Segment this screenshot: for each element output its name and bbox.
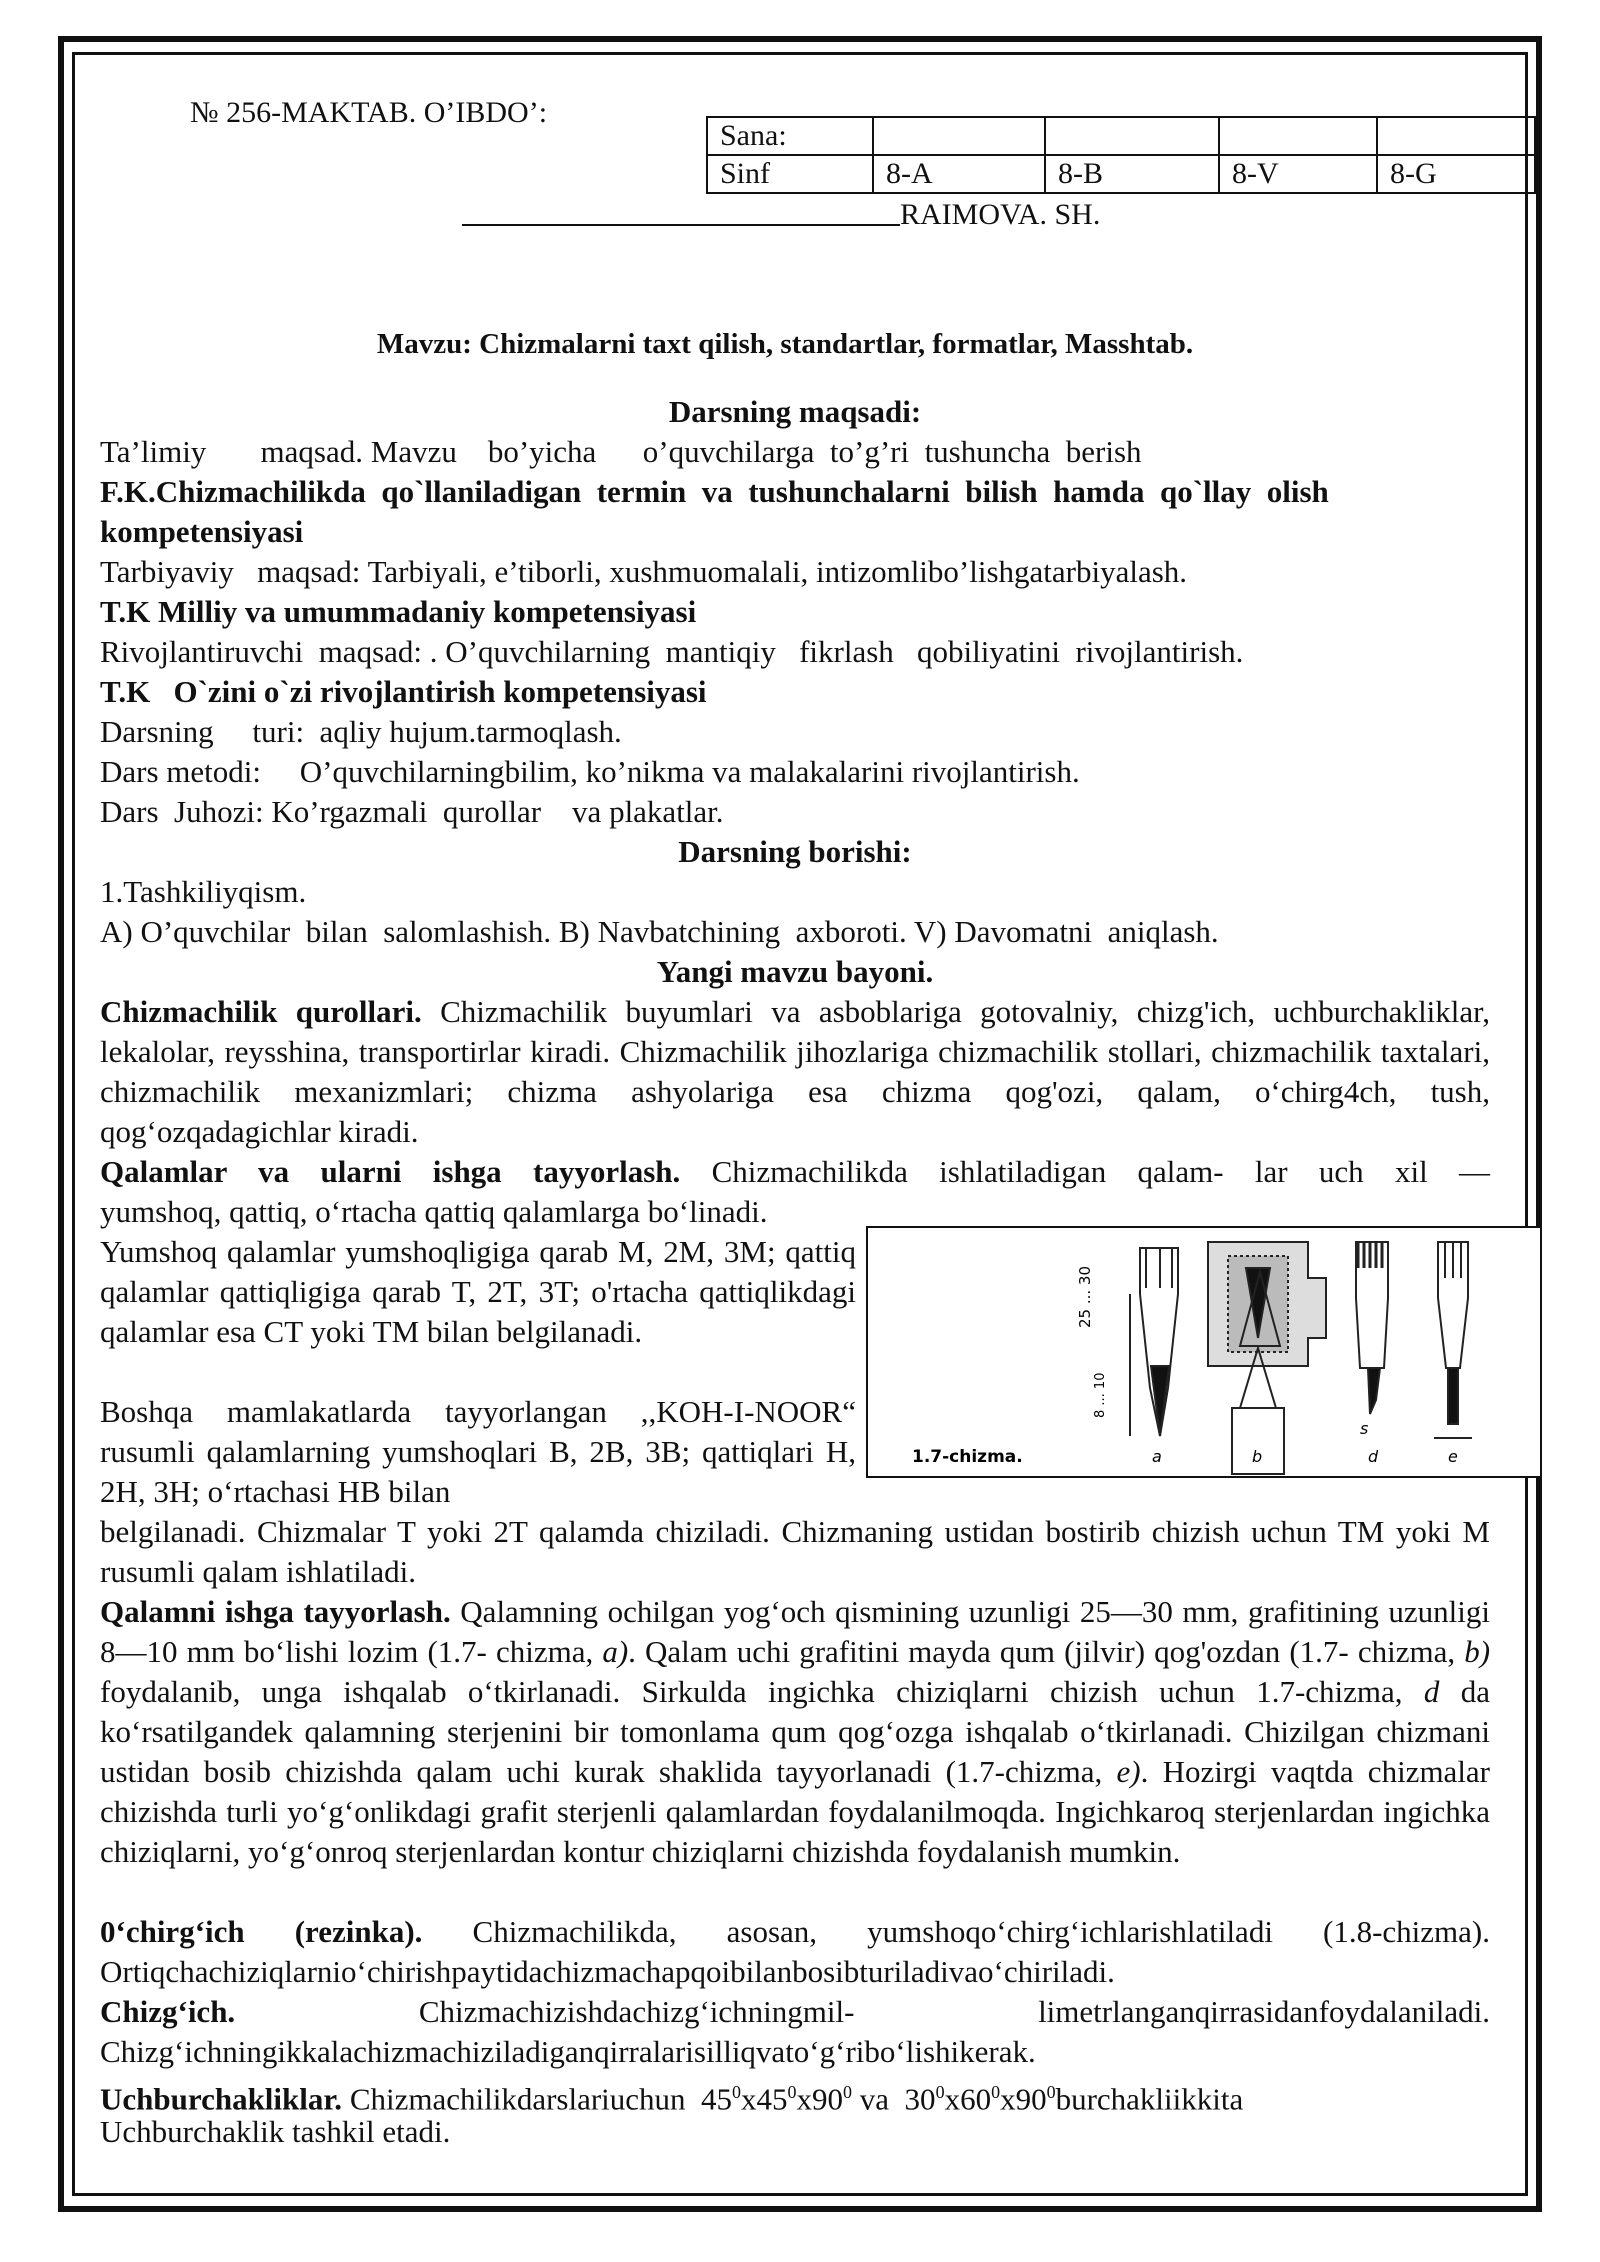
paragraph-text: va 30: [852, 2081, 936, 2117]
paragraph-heading: Qalamlar va ularni ishga tayyorlash.: [100, 1154, 681, 1189]
paragraph-text: x90: [1000, 2081, 1047, 2117]
table-row: [707, 155, 1535, 193]
figure-label-e: e: [1448, 1447, 1458, 1466]
goal-upbringing: Tarbiyaviy maqsad: Tarbiyali, e’tiborli, xushmuomalali, intizomlibo’lishgatarbiyalash.: [100, 554, 1188, 589]
table-cell: 8-B: [1045, 155, 1219, 193]
paragraph-text: foydalanib, unga ishqalab o‘tkirlanadi. Sirkulda ingichka chiziqlarni chizish uchun 1.7-chizma,: [100, 1674, 1424, 1709]
table-cell: [1045, 117, 1219, 155]
table-cell: 8-G: [1377, 155, 1535, 193]
paragraph-text: da ko‘rsatilgandek qalamning sterjenini bir tomonlama qum qog‘ozga ishqalab o‘tkirlanadi. Chizilgan chizmani ustidan bosib chizishda qalam uchi kurak shaklida tayyorlanadi (1.7-chizma,: [100, 1674, 1490, 1789]
signature-line: [462, 224, 900, 226]
goal-educational: Ta’limiy maqsad. Mavzu bo’yicha o’quvchilarga to’g’ri tushuncha berish: [100, 434, 1142, 469]
paragraph-heading: Chizg‘ich.: [100, 1994, 236, 2029]
paragraph-text: . Hozirgi vaqtda chizmalar chizishda turli yo‘g‘onlikdagi grafit sterjenli qalamlardan foydalanilmoqda. Ingichkaroq sterjenlardan ingichka chiziqlarni, yo‘g‘onroq sterjenlardan kontur chiziqlarni chizishda foydalanish mumkin.: [100, 1754, 1491, 1869]
degree-mark: 0: [732, 2082, 742, 2102]
paragraph-eraser: [100, 1912, 1490, 1992]
paragraph-triangles-cont: [100, 2112, 1490, 2152]
figure-pencils: [866, 1226, 1540, 1478]
table-cell: Sana:: [707, 117, 873, 155]
figure-label-a: a: [1152, 1447, 1162, 1466]
paragraph-heading: Chizmachilik qurollari.: [100, 994, 422, 1029]
schedule-table: [706, 116, 1536, 194]
degree-mark: 0: [787, 2082, 797, 2102]
teacher-name: RAIMOVA. SH.: [900, 198, 1101, 231]
pencil-illustration: [868, 1228, 1538, 1476]
figure-ref: d: [1423, 1674, 1440, 1709]
paragraph-heading: Qalamni ishga tayyorlash.: [100, 1594, 451, 1629]
competence-fk: F.K.Chizmachilikda qo`llaniladigan termin va tushunchalarni bilish hamda qo`llay olish: [100, 474, 1329, 509]
org-part: 1.Tashkiliyqism.: [100, 874, 307, 909]
paragraph-text: Chizmachilikdarslariuchun 45: [342, 2081, 733, 2117]
goal-developing: Rivojlantiruvchi maqsad: . O’quvchilarning mantiqiy fikrlash qobiliyatini rivojlantirish.: [100, 634, 1244, 669]
paragraph-prep: [100, 1592, 1490, 1872]
dim-label-long: 25 ... 30: [1076, 1265, 1094, 1328]
lesson-equipment: Dars Juhozi: Ko’rgazmali qurollar va plakatlar.: [100, 794, 724, 829]
paragraph-text: x45: [741, 2081, 788, 2117]
dim-label-short: 8 ... 10: [1093, 1372, 1108, 1418]
paragraph-text: x60: [944, 2081, 992, 2117]
table-row: [707, 117, 1535, 155]
table-cell: Sinf: [707, 155, 873, 193]
paragraph-text: . Qalam uchi grafitini mayda qum (jilvir) qog'ozdan (1.7- chizma,: [628, 1634, 1465, 1669]
paragraph-text: Chizmachilikda ishlatiladigan qalam- lar uch xil —: [680, 1154, 1491, 1189]
sharpener-b-icon: [1208, 1242, 1326, 1474]
paragraph-ruler: [100, 1992, 1490, 2032]
teacher-line: [462, 198, 1100, 232]
pencil-a-icon: [1130, 1248, 1178, 1436]
paragraph-pencils-line2: yumshoq, qattiq, o‘rtacha qattiq qalamlarga bo‘linadi.: [100, 1194, 768, 1229]
new-topic-title: Yangi mavzu bayoni.: [656, 954, 934, 989]
lesson-topic: Mavzu: Chizmalarni taxt qilish, standartlar, formatlar, Masshtab.: [376, 328, 1194, 360]
degree-mark: 0: [991, 2082, 1001, 2102]
paragraph-pencils-line1: [100, 1152, 1490, 1192]
competence-tk-2: T.K O`zini o`zi rivojlantirish kompetensiyasi: [100, 674, 707, 709]
figure-caption: 1.7-chizma.: [912, 1447, 1023, 1467]
lesson-type: Darsning turi: aqliy hujum.tarmoqlash.: [100, 714, 622, 749]
pencil-e-icon: [1434, 1242, 1472, 1438]
pencil-d-icon: [1356, 1242, 1388, 1414]
paragraph-tools: [100, 992, 1490, 1152]
degree-mark: 0: [1046, 2082, 1056, 2102]
paragraph-heading: 0‘chirg‘ich (rezinka).: [100, 1914, 423, 1949]
competence-fk-cont: kompetensiyasi: [100, 514, 304, 549]
figure-ref: b): [1464, 1634, 1491, 1669]
paragraph-heading: Uchburchakliklar.: [100, 2081, 343, 2117]
lesson-flow-title: Darsning borishi:: [678, 834, 912, 869]
s-label: s: [1360, 1419, 1369, 1438]
degree-mark: 0: [935, 2082, 945, 2102]
competence-tk-1: T.K Milliy va umummadaniy kompetensiyasi: [100, 594, 697, 629]
figure-ref: a): [602, 1634, 629, 1669]
paragraph-pencils-soft: Yumshoq qalamlar yumshoqligiga qarab M, 2M, 3M; qattiq qalamlar qattiqligiga qarab T, 2T, 3T; o'rtacha qattiqlikdagi qalamlar esa CT yoki TM bilan belgilanadi.: [100, 1234, 856, 1349]
school-title: № 256-MAKTAB. O’IBDO’:: [190, 96, 548, 129]
paragraph-text: Chizmachilik buyumlari va asboblariga gotovalniy, chizg'ich, uchburchakliklar, lekalolar, reysshina, transportirlar kiradi. Chizmachilik jihozlariga chizmachilik stollari, chizmachilik taxtalari, chizmachilik mexanizmlari; chizma ashyolariga esa chizma qog'ozi, qalam, o‘chirg4ch, tush, qog‘ozqadagichlar kiradi.: [100, 994, 1490, 1149]
paragraph-text: limetrlanganqirrasidanfoydalaniladi.: [1038, 1994, 1490, 2029]
paragraph-pencils-kohinoor: Boshqa mamlakatlarda tayyorlangan ,,KOH-I-NOOR“ rusumli qalamlarning yumshoqlari B, 2B, 3B; qattiqlari H, 2H, 3H; o‘rtachasi HB bilan: [100, 1394, 856, 1509]
paragraph-pencils-end: belgilanadi. Chizmalar T yoki 2T qalamda chiziladi. Chizmaning ustidan bostirib chizish uchun TM yoki M rusumli qalam ishlatiladi.: [100, 1514, 1490, 1589]
paragraph-ruler-cont: Chizg‘ichningikkalachizmachiziladiganqirralarisilliqvato‘g‘ribo‘lishikerak.: [100, 2034, 1036, 2069]
paragraph-text: Chizmachizishdachizg‘ichningmil-: [418, 1994, 855, 2029]
degree-mark: 0: [843, 2082, 853, 2102]
paragraph-text: x90: [796, 2081, 844, 2117]
goals-title: Darsning maqsadi:: [668, 394, 922, 429]
figure-label-d: d: [1368, 1447, 1379, 1466]
paragraph-text: Chizmachilikda, asosan, yumshoqo‘chirg‘ichlarishlatiladi (1.8-chizma). Ortiqchachiziqlarnio‘chirishpaytidachizmachapqoibilanbosibturiladivao‘chiriladi.: [100, 1914, 1490, 1989]
table-cell: [1219, 117, 1377, 155]
org-steps: A) O’quvchilar bilan salomlashish. B) Navbatchining axboroti. V) Davomatni aniqlash.: [100, 914, 1219, 949]
table-cell: 8-V: [1219, 155, 1377, 193]
figure-ref: e): [1116, 1754, 1141, 1789]
lesson-method: Dars metodi: O’quvchilarningbilim, ko’nikma va malakalarini rivojlantirish.: [100, 754, 1080, 789]
table-cell: [873, 117, 1045, 155]
paragraph-text: Uchburchaklik tashkil etadi.: [100, 2114, 451, 2149]
paragraph-text: burchakliikkita: [1055, 2081, 1244, 2117]
figure-label-b: b: [1252, 1447, 1263, 1466]
paragraph-text: Qalamning ochilgan yog‘och qismining uzunligi 25—30 mm, grafitining uzunligi 8—10 mm bo‘lishi lozim (1.7- chizma,: [100, 1594, 1490, 1669]
table-cell: [1377, 117, 1535, 155]
table-cell: 8-A: [873, 155, 1045, 193]
